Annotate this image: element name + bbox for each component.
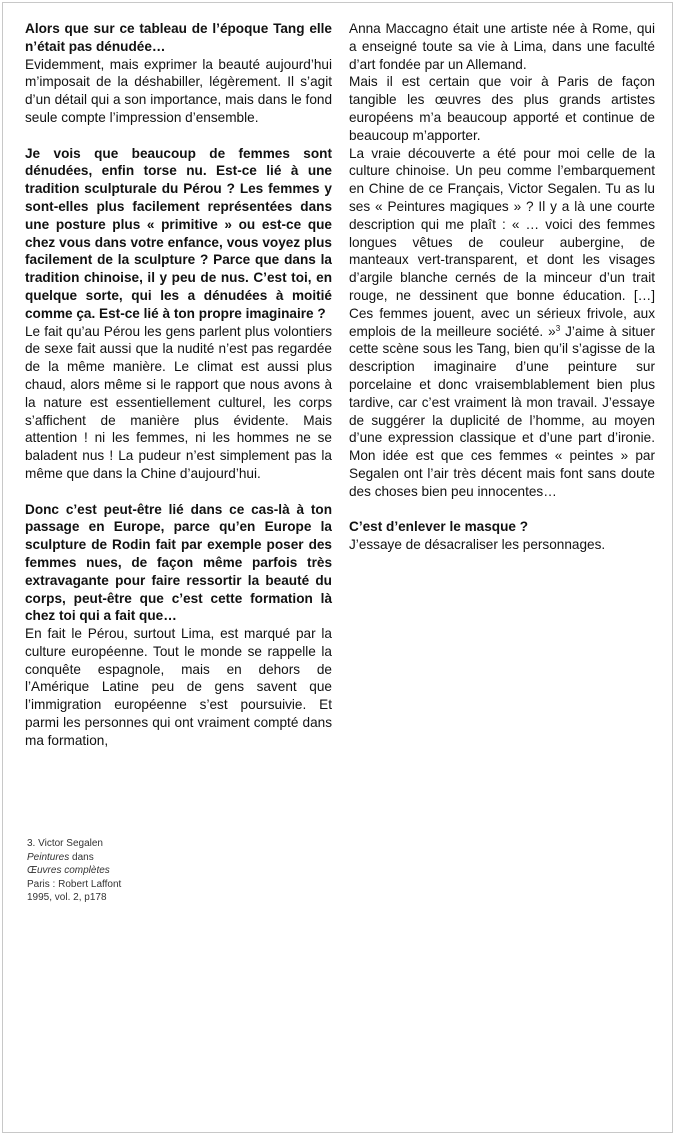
paragraph-gap <box>349 501 655 519</box>
answer-2: Le fait qu’au Pérou les gens parlent plus volontiers de sexe fait aussi que la nudité n’est pas regardée de la même manière. Le climat est aussi plus chaud, alors même si le rapport que nous avons à la nature est essentiellement culturel, les corps s’affichent de manière plus évidente. Mais attention ! ni les femmes, ni les hommes ne se baladent nus ! La pudeur n’est simplement pas la même que dans la Chine d’aujourd’hui. <box>25 323 332 481</box>
left-column <box>25 20 332 750</box>
question-3: Donc c’est peut-être lié dans ce cas-là à ton passage en Europe, parce qu’en Europe la sculpture de Rodin fait par exemple poser des femmes nues, de façon même parfois très extravagante pour faire ressortir la beauté du corps, peut-être que c’est cette formation là chez toi qui a fait que… <box>25 501 332 624</box>
answer-5-part-2: J’aime à situer cette scène sous les Tang, bien qu’il s’agisse de la description imaginaire d’une peinture sur porcelaine et donc vraisemblablement bien plus tardive, car c’est vraiment là mon travail. J’essaye de suggérer la duplicité de l’homme, au moyen d’une expression classique et d’une part d’ironie. Mon idée est que ces femmes « peintes » par Segalen ont l’air très décent mais font sans doute des choses bien peu innocentes… <box>349 323 655 499</box>
answer-5 <box>349 145 655 501</box>
answer-3-continued: Anna Maccagno était une artiste née à Rome, qui a enseigné toute sa vie à Lima, dans une faculté d’art fondée par un Allemand. <box>349 21 655 72</box>
answer-5-part-1: La vraie découverte a été pour moi celle de la culture chinoise. Un peu comme l’embarquement en Chine de ce Français, Victor Segalen. Tu as lu ses « Peintures magiques » ? Il y a là une courte description qui me plaît : « … voici des femmes longues vêtues de couleur aubergine, de manteaux vert-transparent, et dont les visages d’argile blanche cernés de la minceur d’un trait rouge, ne dessinent que bonne éducation. […] Ces femmes jouent, avec un sérieux frivole, aux emplois de la meilleure société. » <box>349 145 655 339</box>
answer-3: En fait le Pérou, surtout Lima, est marqué par la culture européenne. Tout le monde se rappelle la conquête espagnole, mais en dehors de l’Amérique Latine peu de gens savent que l’immigration européenne s’est poursuivie. Et parmi les personnes qui ont vraiment compté dans ma formation, <box>25 626 332 748</box>
footnote-line-2-rest: dans <box>69 851 94 863</box>
paragraph-gap <box>25 127 332 145</box>
question-4: C’est d’enlever le masque ? <box>349 519 529 535</box>
answer-4: Mais il est certain que voir à Paris de façon tangible les œuvres des plus grands artistes européens m’a beaucoup apporté et continue de beaucoup m’apporter. <box>349 74 655 143</box>
footnote-line-5: 1995, vol. 2, p178 <box>27 892 107 904</box>
footnote-line-2 <box>27 851 227 865</box>
footnote <box>27 837 227 905</box>
document-page <box>2 2 673 1133</box>
answer-1: Evidemment, mais exprimer la beauté aujourd’hui m’imposait de la déshabiller, légèrement. Il s’agit d’un détail qui a son importance, mais dans le fond seule compte l’impression d’ensemble. <box>25 56 332 125</box>
question-2: Je vois que beaucoup de femmes sont dénudées, enfin torse nu. Est-ce lié à une tradition sculpturale du Pérou ? Les femmes y sont-elles plus facilement représentées dans une posture plus « primitive » ou est-ce que chez vous dans votre enfance, vous voyez plus facilement de la sculpture ? Parce que dans la tradition chinoise, il y peu de nus. C’est toi, en quelque sorte, qui les a dénudées à moitié comme ça. Est-ce lié à ton propre imaginaire ? <box>25 145 332 321</box>
footnote-book-title: Œuvres complètes <box>27 865 110 877</box>
footnote-line-4: Paris : Robert Laffont <box>27 878 122 890</box>
footnote-title-italic: Peintures <box>27 851 70 863</box>
question-1: Alors que sur ce tableau de l’époque Tang elle n’était pas dénudée… <box>25 21 332 54</box>
footnote-reference: 3 <box>555 323 561 333</box>
right-column <box>349 20 655 554</box>
footnote-line-1: 3. Victor Segalen <box>27 838 103 849</box>
paragraph-gap <box>25 483 332 501</box>
footnote-line-3 <box>27 864 227 878</box>
answer-6: J’essaye de désacraliser les personnages. <box>349 537 606 553</box>
